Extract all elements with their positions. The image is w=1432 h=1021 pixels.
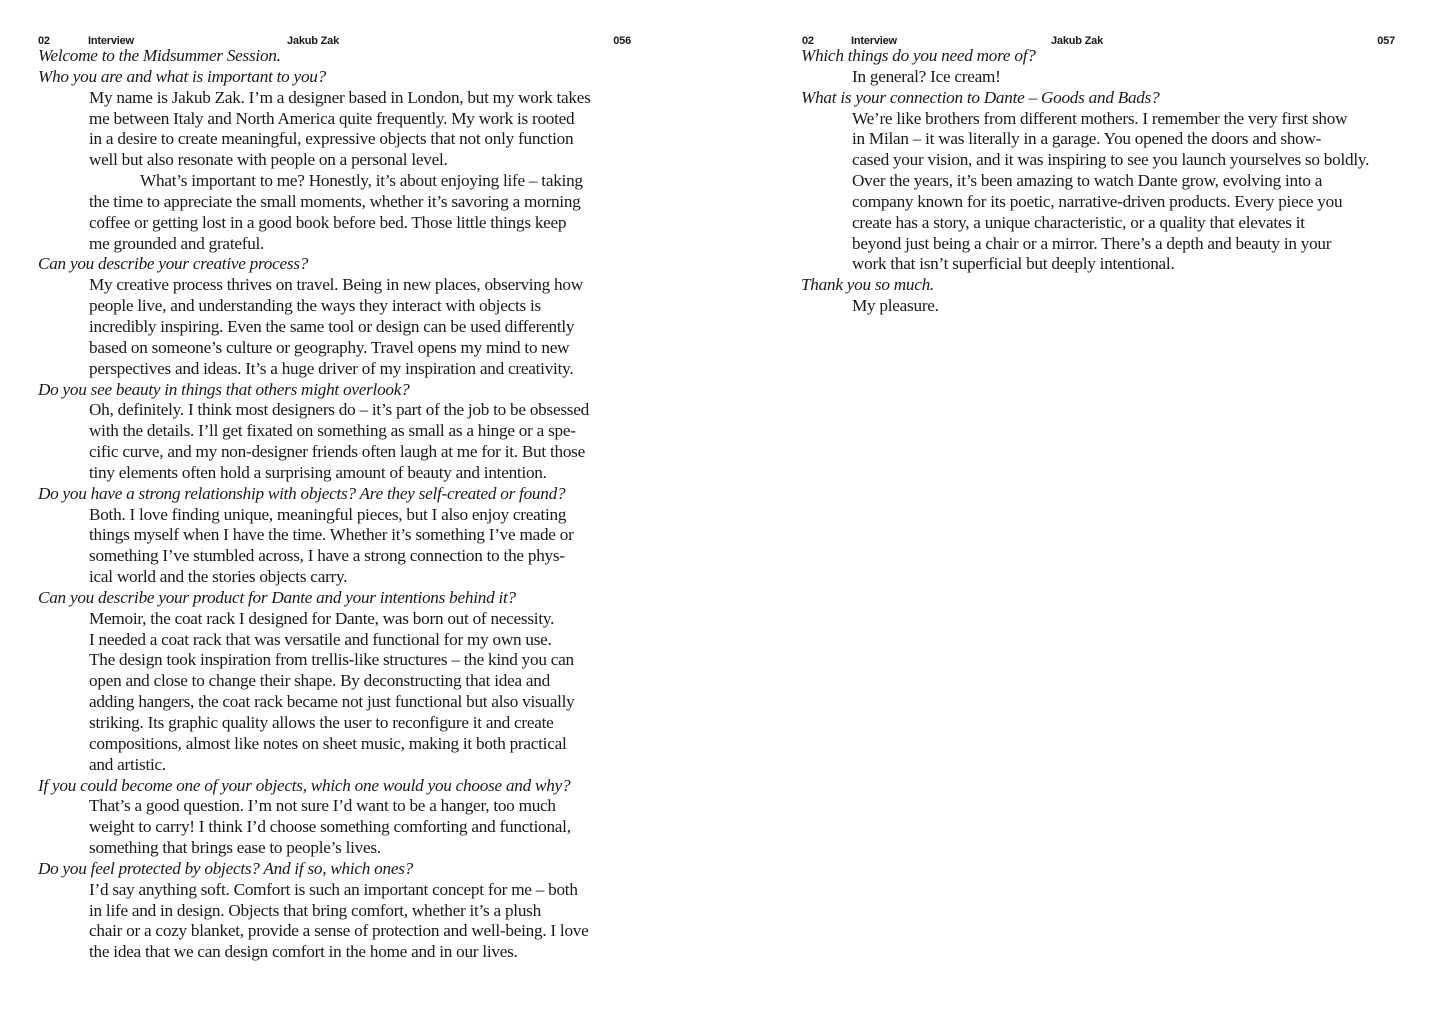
- interview-answer: [38, 609, 591, 776]
- text-line: I needed a coat rack that was versatile and functional for my own use.: [89, 629, 552, 649]
- interview-question: [801, 88, 1369, 109]
- text-line: compositions, almost like notes on sheet music, making it both practical: [89, 733, 567, 753]
- text-line: Can you describe your product for Dante and your intentions behind it?: [38, 587, 516, 607]
- text-line: Do you feel protected by objects? And if so, which ones?: [38, 858, 414, 878]
- text-line: Memoir, the coat rack I designed for Dante, was born out of necessity.: [89, 608, 555, 628]
- interview-answer: [38, 505, 591, 588]
- interview-question: [38, 46, 591, 67]
- text-line: beyond just being a chair or a mirror. There’s a depth and beauty in your: [852, 233, 1332, 253]
- text-line: me grounded and grateful.: [89, 233, 265, 253]
- text-line: me between Italy and North America quite frequently. My work is rooted: [89, 108, 575, 128]
- text-line: something I’ve stumbled across, I have a strong connection to the phys-: [89, 546, 565, 566]
- text-line: company known for its poetic, narrative-driven products. Every piece you: [852, 191, 1343, 211]
- interview-question: [38, 588, 591, 609]
- text-line: with the details. I’ll get fixated on something as small as a hinge or a spe-: [89, 421, 576, 441]
- text-line: Do you have a strong relationship with objects? Are they self-created or found?: [38, 483, 566, 503]
- text-line: My name is Jakub Zak. I’m a designer based in London, but my work takes: [89, 87, 591, 107]
- text-line: weight to carry! I think I’d choose something comforting and functional,: [89, 817, 571, 837]
- page-right: [716, 0, 1432, 1021]
- interview-answer: [38, 796, 591, 859]
- text-line: Over the years, it’s been amazing to watch Dante grow, evolving into a: [852, 171, 1323, 191]
- text-line: in a desire to create meaningful, expressive objects that not only function: [89, 129, 574, 149]
- interview-answer: [801, 296, 1369, 317]
- text-line: If you could become one of your objects, which one would you choose and why?: [38, 775, 571, 795]
- text-line: That’s a good question. I’m not sure I’d want to be a hanger, too much: [89, 796, 556, 816]
- text-line: in life and in design. Objects that bring comfort, whether it’s a plush: [89, 900, 541, 920]
- section-category: Interview: [88, 35, 134, 47]
- text-line: Oh, definitely. I think most designers do – it’s part of the job to be obsessed: [89, 400, 589, 420]
- text-line: We’re like brothers from different mothers. I remember the very first show: [852, 108, 1348, 128]
- interview-question: [38, 380, 591, 401]
- text-line: things myself when I have the time. Whether it’s something I’ve made or: [89, 525, 574, 545]
- text-line: in Milan – it was literally in a garage. You opened the doors and show-: [852, 129, 1322, 149]
- interview-answer: [38, 275, 591, 379]
- text-line: Do you see beauty in things that others might overlook?: [38, 379, 410, 399]
- interview-question: [38, 67, 591, 88]
- text-line: based on someone’s culture or geography. Travel opens my mind to new: [89, 337, 570, 357]
- text-line: striking. Its graphic quality allows the user to reconfigure it and create: [89, 713, 554, 732]
- text-line: In general? Ice cream!: [852, 66, 1001, 86]
- text-line: My creative process thrives on travel. Being in new places, observing how: [89, 275, 583, 295]
- text-line: I’d say anything soft. Comfort is such an important concept for me – both: [89, 879, 578, 899]
- text-line: perspectives and ideas. It’s a huge driver of my inspiration and creativity.: [89, 358, 574, 378]
- text-line: cific curve, and my non-designer friends often laugh at me for it. But those: [89, 442, 585, 462]
- interview-answer: [38, 400, 591, 483]
- interview-answer: [801, 109, 1369, 276]
- text-line: chair or a cozy blanket, provide a sense of protection and well-being. I love: [89, 921, 589, 941]
- text-line: open and close to change their shape. By deconstructing that idea and: [89, 671, 550, 691]
- interview-answer: [38, 880, 591, 963]
- interview-body: [38, 46, 591, 963]
- text-line: people live, and understanding the ways they interact with objects is: [89, 296, 541, 316]
- text-line: ical world and the stories objects carry.: [89, 567, 348, 587]
- section-number: 02: [38, 35, 50, 47]
- text-line: cased your vision, and it was inspiring to see you launch yourselves so boldly.: [852, 150, 1370, 170]
- interviewee-name: Jakub Zak: [287, 35, 340, 47]
- text-line: What is your connection to Dante – Goods and Bads?: [801, 87, 1160, 107]
- text-line: something that brings ease to people’s lives.: [89, 838, 381, 858]
- text-line: Can you describe your creative process?: [38, 254, 309, 274]
- interview-question: [801, 46, 1369, 67]
- text-line: The design took inspiration from trellis-like structures – the kind you can: [89, 650, 574, 670]
- text-line: incredibly inspiring. Even the same tool or design can be used differently: [89, 316, 575, 336]
- interview-answer: [38, 171, 591, 254]
- interview-answer: [38, 88, 591, 171]
- text-line: work that isn’t superficial but deeply intentional.: [852, 254, 1175, 274]
- text-line: Which things do you need more of?: [801, 46, 1036, 65]
- text-line: the time to appreciate the small moments, whether it’s savoring a morning: [89, 191, 581, 211]
- text-line: Welcome to the Midsummer Session.: [38, 46, 281, 65]
- page-number: 056: [613, 35, 631, 47]
- text-line: well but also resonate with people on a personal level.: [89, 150, 448, 170]
- interview-question: [38, 776, 591, 797]
- text-line: the idea that we can design comfort in the home and in our lives.: [89, 942, 518, 962]
- text-line: What’s important to me? Honestly, it’s about enjoying life – taking: [140, 171, 583, 191]
- text-line: Both. I love finding unique, meaningful pieces, but I also enjoy creating: [89, 504, 567, 524]
- interview-body: [801, 46, 1369, 317]
- interview-answer: [801, 67, 1369, 88]
- interview-question: [801, 275, 1369, 296]
- text-line: coffee or getting lost in a good book before bed. Those little things keep: [89, 212, 567, 232]
- section-category: Interview: [851, 35, 897, 47]
- text-line: adding hangers, the coat rack became not just functional but also visually: [89, 692, 575, 712]
- text-line: and artistic.: [89, 754, 166, 774]
- text-line: create has a story, a unique characteristic, or a quality that elevates it: [852, 212, 1305, 232]
- interview-question: [38, 484, 591, 505]
- text-line: My pleasure.: [852, 296, 939, 316]
- text-line: tiny elements often hold a surprising amount of beauty and intention.: [89, 462, 547, 482]
- interview-question: [38, 859, 591, 880]
- text-line: Who you are and what is important to you?: [38, 66, 326, 86]
- interview-question: [38, 254, 591, 275]
- section-number: 02: [802, 35, 814, 47]
- interviewee-name: Jakub Zak: [1051, 35, 1104, 47]
- text-line: Thank you so much.: [801, 275, 934, 295]
- page-number: 057: [1377, 35, 1395, 47]
